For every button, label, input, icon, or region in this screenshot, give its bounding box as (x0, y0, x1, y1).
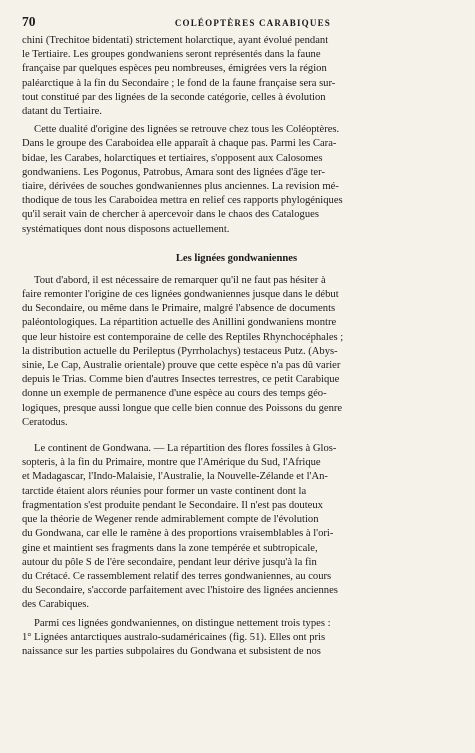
text-line: du Secondaire, s'accorde parfaitement avec l'histoire des lignées anciennes (22, 585, 338, 597)
paragraph-2 (22, 123, 451, 237)
text-line: Dans le groupe des Caraboidea elle apparaît à chaque pas. Parmi les Cara- (22, 138, 337, 150)
text-line: le Tertiaire. Les groupes gondwaniens seront représentés dans la faune (22, 49, 321, 61)
text-line: que la théorie de Wegener rende admirablement compte de l'évolution (22, 514, 319, 526)
text-line: naissance sur les parties subpolaires du Gondwana et subsistent de nos (22, 645, 321, 657)
paragraph-3 (22, 274, 451, 430)
text-line: Cette dualité d'origine des lignées se retrouve chez tous les Coléoptères. (34, 124, 340, 136)
paragraph-5 (22, 617, 451, 660)
text-line: du Gondwana, car elle le ramène à des proportions vraisemblables à l'ori- (22, 528, 334, 540)
text-line: datant du Tertiaire. (22, 106, 102, 118)
text-line: tiaire, dérivées de souches gondwaniennes plus anciennes. La revision mé- (22, 181, 339, 193)
page-number: 70 (22, 14, 36, 29)
text-line: la distribution actuelle du Perileptus (Pyrrholachys) testaceus Putz. (Abys- (22, 345, 338, 357)
section-heading: Les lignées gondwaniennes (175, 252, 298, 264)
text-line: sinie, Le Cap, Australie orientale) prouve que cette espèce n'a pas dû varier (22, 360, 341, 372)
text-line: des Carabiques. (22, 599, 90, 611)
text-line: gondwaniens. Les Pogonus, Patrobus, Amara sont des lignées d'âge ter- (22, 166, 325, 178)
text-line: paléarctique à la fin du Secondaire ; le fond de la faune française sera sur- (22, 77, 336, 89)
text-line: sopteris, à la fin du Primaire, montre que l'Amérique du Sud, l'Afrique (22, 457, 321, 469)
text-line: autour du pôle S de l'ère secondaire, pendant leur dérive jusqu'à la fin (22, 556, 317, 568)
text-line: faire remonter l'origine de ces lignées gondwaniennes jusque dans le début (22, 289, 339, 301)
text-line: Parmi ces lignées gondwaniennes, on distingue nettement trois types : (34, 617, 331, 629)
text-line: systématiques dont nous disposons actuellement. (22, 223, 230, 235)
paragraph-1 (22, 34, 451, 119)
running-title: COLÉOPTÈRES CARABIQUES (174, 18, 331, 28)
text-line: fragmentation s'est produite pendant le Secondaire. Il n'est pas douteux (22, 499, 323, 511)
paragraph-4 (22, 442, 451, 612)
text-line: depuis le Trias. Comme bien d'autres Insectes terrestres, ce petit Carabique (22, 374, 340, 386)
text-line: Ceratodus. (22, 416, 68, 428)
text-line: logiques, presque aussi longue que celle bien connue des Poissons du genre (22, 402, 343, 414)
text-line: 1° Lignées antarctiques australo-sudaméricaines (fig. 51). Elles ont pris (22, 631, 326, 643)
text-line: tarctide étaient alors réunies pour former un vaste continent dont la (22, 485, 307, 497)
text-line: bidae, les Carabes, holarctiques et tertiaires, s'opposent aux Calosomes (22, 152, 323, 164)
text-line: paléontologiques. La répartition actuelle des Anillini gondwaniens montre (22, 317, 337, 329)
text-line: Le continent de Gondwana. — La répartition des flores fossiles à Glos- (34, 443, 337, 455)
text-line: du Secondaire, ou même dans le Primaire, malgré l'absence de documents (22, 303, 336, 315)
text-line: et Madagascar, l'Indo-Malaisie, l'Australie, la Nouvelle-Zélande et l'An- (22, 471, 328, 483)
text-line: que leur histoire est contemporaine de celle des Reptiles Rhynchocéphales ; (22, 331, 344, 343)
text-line: donne un exemple de permanence d'une espèce au cours des temps géo- (22, 388, 327, 400)
text-line: thodique de tous les Caraboidea mettra en relief ces rapports phylogéniques (22, 195, 343, 207)
text-line: tout constitué par des lignées de la seconde catégorie, celles à évolution (22, 91, 326, 103)
text-line: gine et maintient ses fragments dans la zone tempérée et subtropicale, (22, 542, 318, 554)
text-line: Tout d'abord, il est nécessaire de remarquer qu'il ne faut pas hésiter à (34, 274, 326, 286)
page-header (22, 14, 451, 34)
text-line: du Crétacé. Ce rassemblement relatif des terres gondwaniennes, au cours (22, 570, 332, 582)
text-line: française par quelques espèces peu nombreuses, émigrées vers la région (22, 63, 327, 75)
text-line: chini (Trechitoe bidentati) strictement holarctique, ayant évolué pendant (22, 35, 329, 46)
text-line: qu'il serait vain de chercher à apercevoir dans le chaos des Catalogues (22, 209, 319, 221)
